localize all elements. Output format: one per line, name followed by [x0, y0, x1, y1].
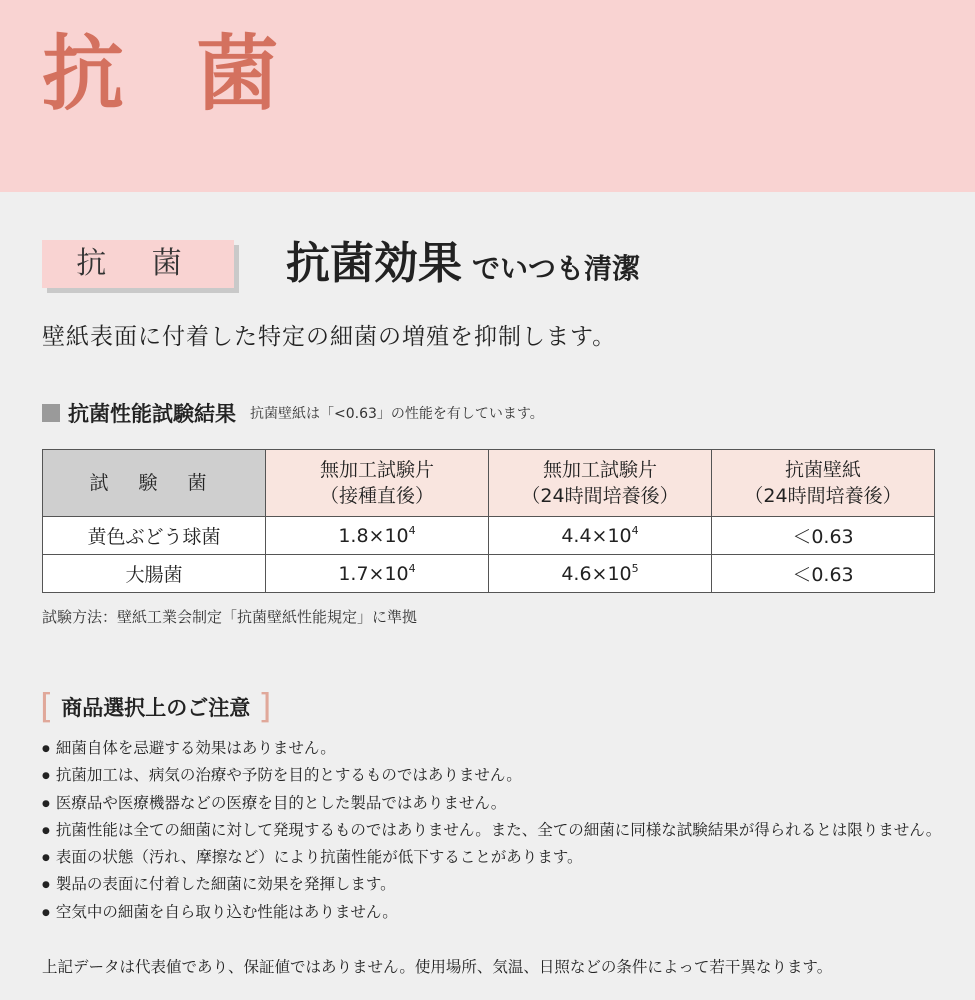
list-item: ● 製品の表面に付着した細菌に効果を発揮します。 — [42, 871, 941, 898]
lead-text: 壁紙表面に付着した特定の細菌の増殖を抑制します。 — [42, 324, 617, 350]
list-item: ● 抗菌性能は全ての細菌に対して発現するものではありません。また、全ての細菌に同様な試験結果が得られるとは限りません。 — [42, 817, 941, 844]
test-results-label: 抗菌性能試験結果 — [68, 402, 236, 426]
value-cell: $1.7\times 10^4$ — [266, 555, 489, 593]
caution-heading — [40, 687, 272, 727]
list-item: ● 医療品や医療機器などの医療を目的とした製品ではありません。 — [42, 790, 941, 817]
headline — [286, 238, 641, 289]
header-antibacterial-24h: 抗菌壁紙 （24時間培養後） — [712, 450, 935, 517]
table-header-row — [43, 450, 935, 517]
test-results-table — [42, 449, 935, 593]
bacteria-name: 大腸菌 — [43, 555, 266, 593]
header-untreated-initial: 無加工試験片 （接種直後） — [266, 450, 489, 517]
value-cell: ＜0.63 — [712, 555, 935, 593]
section-badge: 抗 菌 — [42, 240, 234, 288]
top-banner — [0, 0, 975, 192]
value-cell: $4.6\times 10^5$ — [489, 555, 712, 593]
test-results-note: 抗菌壁紙は「<0.63」の性能を有しています。 — [250, 406, 544, 422]
value-cell: ＜0.63 — [712, 517, 935, 555]
banner-title: 抗 菌 — [42, 27, 301, 122]
value-cell: $4.4\times 10^4$ — [489, 517, 712, 555]
headline-main: 抗菌効果 — [286, 238, 462, 289]
bracket-right-icon: ] — [258, 687, 272, 727]
list-item: ● 抗菌加工は、病気の治療や予防を目的とするものではありません。 — [42, 762, 941, 789]
caution-title: 商品選択上のご注意 — [61, 696, 251, 720]
list-item: ● 空気中の細菌を自ら取り込む性能はありません。 — [42, 899, 941, 926]
header-bacteria: 試 験 菌 — [43, 450, 266, 517]
table-row — [43, 517, 935, 555]
value-cell: $1.8\times 10^4$ — [266, 517, 489, 555]
header-untreated-24h: 無加工試験片 （24時間培養後） — [489, 450, 712, 517]
footer-note: 上記データは代表値であり、保証値ではありません。使用場所、気温、日照などの条件によって若干異なります。 — [42, 958, 833, 976]
bracket-left-icon: [ — [40, 687, 54, 727]
test-results-heading — [42, 398, 544, 428]
square-bullet-icon — [42, 404, 60, 422]
table-row — [43, 555, 935, 593]
list-item: ● 細菌自体を忌避する効果はありません。 — [42, 735, 941, 762]
test-method-note: 試験方法：壁紙工業会制定「抗菌壁紙性能規定」に準拠 — [42, 608, 418, 626]
bacteria-name: 黄色ぶどう球菌 — [43, 517, 266, 555]
headline-sub: でいつも清潔 — [472, 252, 641, 285]
list-item: ● 表面の状態（汚れ、摩擦など）により抗菌性能が低下することがあります。 — [42, 844, 941, 871]
caution-list — [42, 735, 941, 926]
